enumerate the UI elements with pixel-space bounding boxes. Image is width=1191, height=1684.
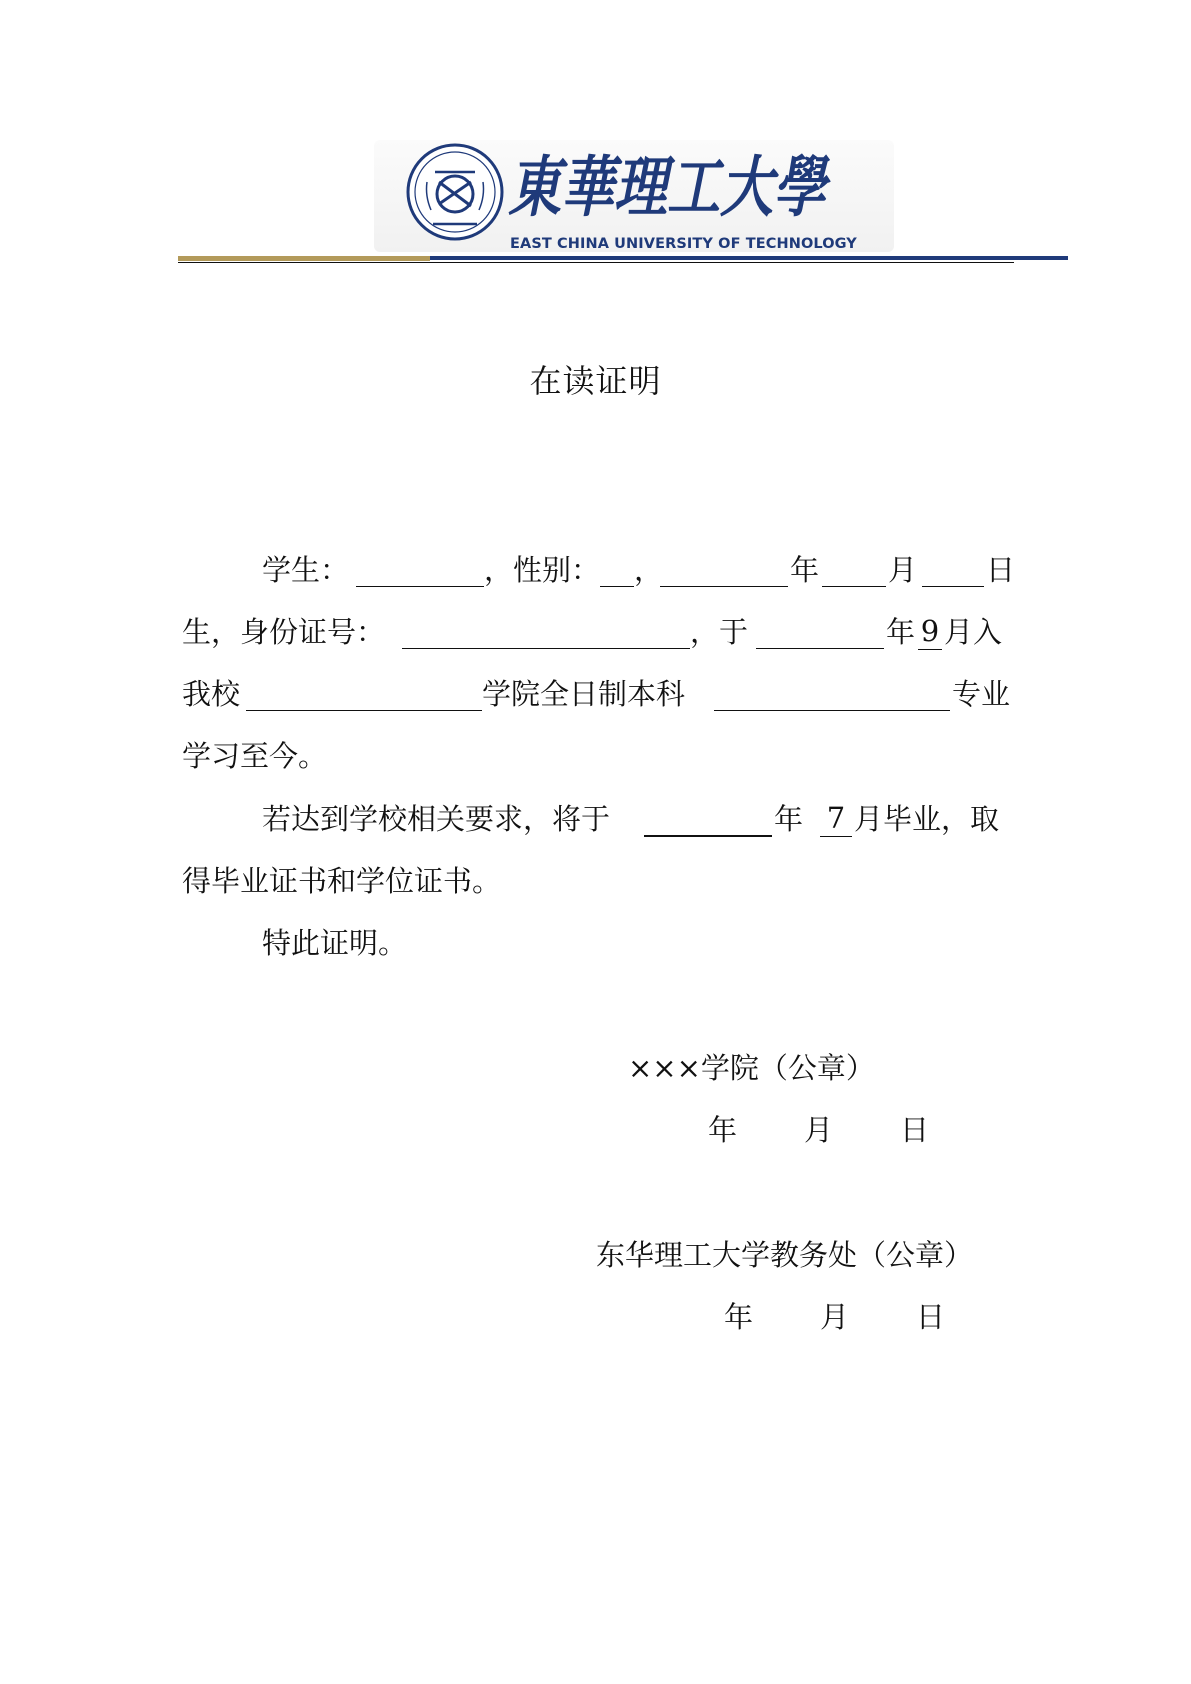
student-name-blank — [356, 553, 484, 587]
paragraph2-text-a: 若达到学校相关要求，将于 — [262, 802, 611, 836]
gender-label: ，性别： — [484, 553, 601, 587]
paragraph2-text-b: 月毕业，取 — [854, 802, 1000, 836]
paragraph2-text-c: 得毕业证书和学位证书。 — [182, 864, 502, 898]
grad-year-label: 年 — [774, 802, 804, 836]
id-number-blank — [402, 615, 690, 649]
signature1-year: 年 — [708, 1113, 738, 1147]
enroll-month-value: 9 — [918, 611, 942, 650]
document-title: 在读证明 — [529, 362, 662, 400]
enroll-suffix: 月入 — [944, 615, 1003, 649]
header-rule-blue — [430, 256, 1068, 260]
school-prefix: 我校 — [182, 677, 241, 711]
paragraph1-line3 — [182, 673, 1022, 715]
study-until-text: 学习至今。 — [182, 739, 328, 773]
birth-day-label: 日 — [986, 553, 1016, 587]
comma-text: ， — [634, 553, 664, 587]
college-suffix: 学院全日制本科 — [482, 677, 686, 711]
major-blank — [714, 677, 950, 711]
header-rule-thin — [178, 262, 1014, 263]
paragraph1-line1 — [182, 549, 1022, 591]
paragraph1-line4 — [182, 735, 1022, 777]
student-label: 学生： — [262, 553, 350, 587]
signature2-year: 年 — [724, 1300, 754, 1334]
signature2-day: 日 — [916, 1300, 946, 1334]
enroll-year-label: 年 — [886, 615, 916, 649]
signature1-month: 月 — [804, 1113, 834, 1147]
paragraph1-line2 — [182, 611, 1022, 653]
university-seal-icon — [405, 142, 505, 242]
enroll-prefix: ，于 — [690, 615, 749, 649]
header-rule-gold — [178, 256, 430, 261]
paragraph2-line2 — [182, 860, 1022, 902]
birth-month-blank — [822, 553, 886, 587]
university-logo-english: EAST CHINA UNIVERSITY OF TECHNOLOGY — [510, 236, 857, 252]
born-id-label: 生，身份证号： — [182, 615, 386, 649]
birth-month-label: 月 — [888, 553, 918, 587]
paragraph2-line1 — [182, 798, 1022, 840]
gender-blank — [600, 553, 634, 587]
university-logo-chinese — [508, 140, 831, 226]
birth-day-blank — [922, 553, 984, 587]
closing-line — [182, 922, 1022, 964]
signature1-day: 日 — [900, 1113, 930, 1147]
enroll-year-blank — [756, 615, 884, 649]
logo-cn-text: 東華理工大學 — [508, 148, 831, 226]
college-blank — [246, 677, 482, 711]
signature2-org: 东华理工大学教务处（公章） — [596, 1238, 974, 1272]
grad-year-blank — [644, 802, 772, 837]
signature1-org: ×××学院（公章） — [628, 1051, 875, 1085]
major-suffix: 专业 — [952, 677, 1011, 711]
grad-month-value: 7 — [820, 798, 852, 837]
birth-year-label: 年 — [790, 553, 820, 587]
closing-text: 特此证明。 — [262, 926, 408, 960]
signature2-month: 月 — [820, 1300, 850, 1334]
birth-year-blank — [660, 553, 788, 587]
